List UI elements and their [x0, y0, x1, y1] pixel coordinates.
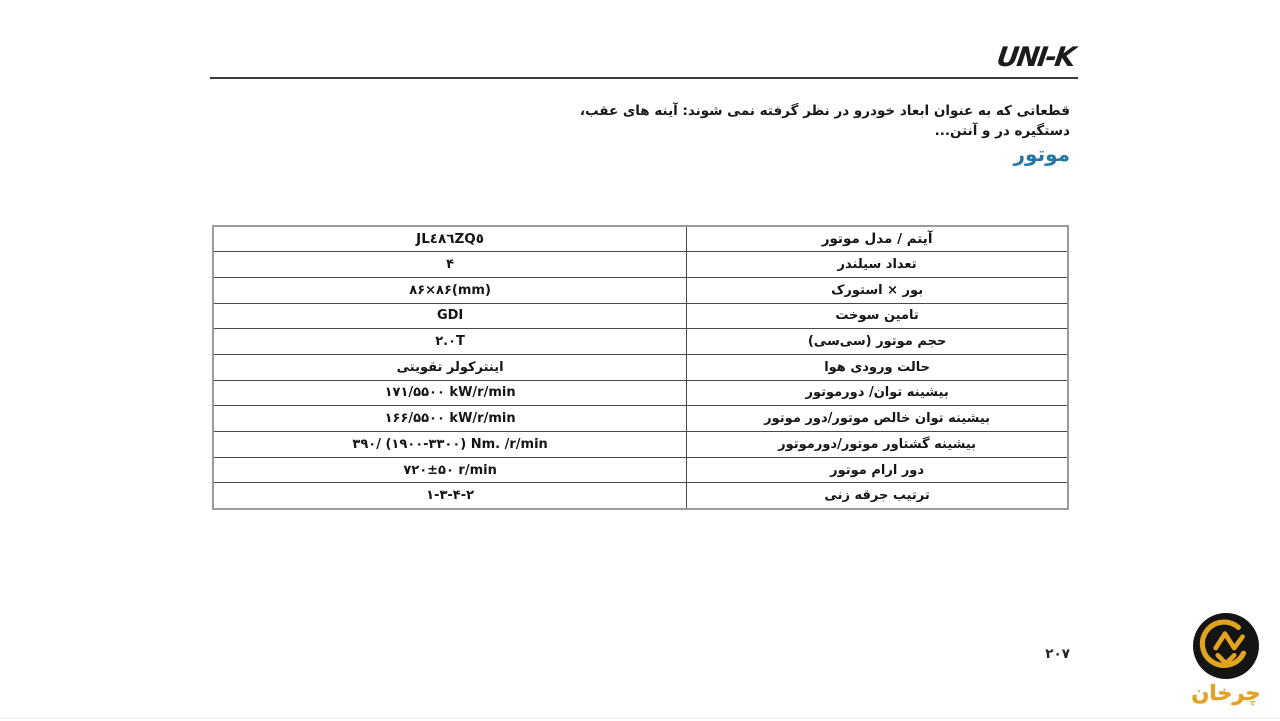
charkhan-watermark [1180, 613, 1272, 705]
spec-label: آیتم / مدل موتور [687, 226, 1068, 252]
section-title-engine: موتور [1013, 142, 1070, 166]
dimensions-note: قطعاتی که به عنوان ابعاد خودرو در نظر گرفته نمی شوند: آینه های عقب، دستگیره در و آنتن... [579, 103, 1070, 140]
table-row [213, 329, 1068, 355]
spec-label: ترتیب جرقه زنی [687, 483, 1068, 509]
spec-value: ۱-۳-۴-۲ [213, 483, 687, 509]
table-row [213, 406, 1068, 432]
charkhan-logo-icon [1193, 613, 1259, 679]
table-row [213, 457, 1068, 483]
header-divider [210, 77, 1078, 79]
table-header-row [213, 226, 1068, 252]
spec-label: دور ارام موتور [687, 457, 1068, 483]
spec-value: ۲.۰T [213, 329, 687, 355]
spec-value: GDI [213, 303, 687, 329]
spec-label: بیشینه توان خالص موتور/دور موتور [687, 406, 1068, 432]
spec-value: ۴ [213, 252, 687, 278]
table-row [213, 354, 1068, 380]
table-row [213, 303, 1068, 329]
spec-label: بیشینه گشتاور موتور/دورموتور [687, 432, 1068, 458]
engine-spec-table [212, 225, 1069, 510]
uni-k-logo: UNI-K [995, 42, 1077, 73]
spec-value: JL٤٨٦ZQ٥ [213, 226, 687, 252]
charkhan-site-name: چرخان [1191, 681, 1261, 705]
page-number: ۲۰۷ [1045, 646, 1070, 662]
spec-value: اینترکولر تقویتی [213, 354, 687, 380]
page-bottom-edge [0, 718, 1280, 719]
table-row [213, 380, 1068, 406]
spec-value: ۳۹۰/ (۱۹۰۰-۳۳۰۰) Nm. /r/min [213, 432, 687, 458]
table-row [213, 432, 1068, 458]
spec-value: ۸۶×۸۶(mm) [213, 277, 687, 303]
table-row [213, 252, 1068, 278]
spec-label: تامین سوخت [687, 303, 1068, 329]
table-row [213, 483, 1068, 509]
spec-value: ۱۶۶/۵۵۰۰ kW/r/min [213, 406, 687, 432]
table-row [213, 277, 1068, 303]
spec-label: حالت ورودی هوا [687, 354, 1068, 380]
spec-label: حجم موتور (سی‌سی) [687, 329, 1068, 355]
spec-value: ۱۷۱/۵۵۰۰ kW/r/min [213, 380, 687, 406]
spec-value: ۷۲۰±۵۰ r/min [213, 457, 687, 483]
spec-label: بور × استورک [687, 277, 1068, 303]
spec-label: تعداد سیلندر [687, 252, 1068, 278]
spec-label: بیشینه توان/ دورموتور [687, 380, 1068, 406]
